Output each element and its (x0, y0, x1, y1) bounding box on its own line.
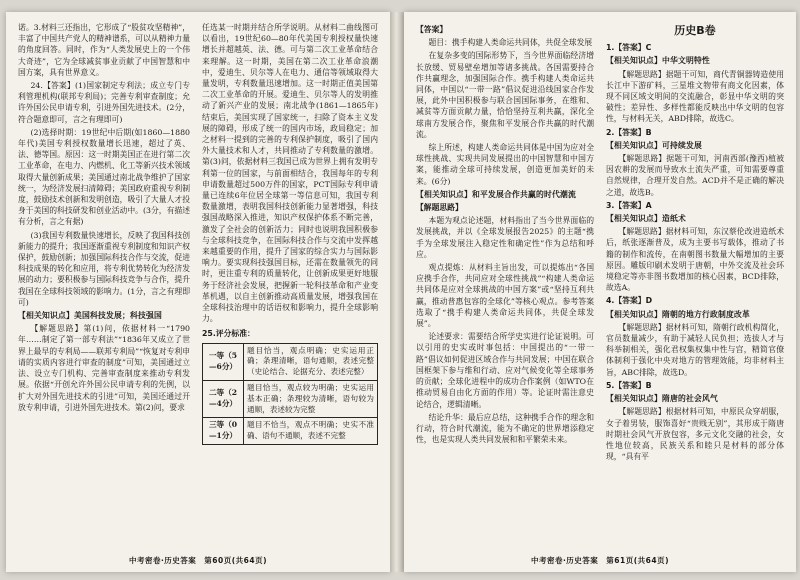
question-answer: 3.【答案】A (606, 200, 652, 210)
left-page (6, 12, 390, 572)
solution-heading: 【解题思路】 (416, 203, 463, 213)
knowledge-point-tag: 【相关知识点】隋唐的社会风气 (606, 394, 718, 404)
knowledge-point-tag: 【相关知识点】美国科技发展；科技强国 (18, 311, 162, 321)
paragraph: 【解题思路】第(1)问，依据材料一“1790年……制定了第一部专利法”“1836年又成立了世界上最早的专利局——联邦专利局”“恢复对专利申请的实质内容进行审查的制度”可知，美国通过立法、设立专门机构、完善审查制度来推动专利发展。依据“开创允许外国公民申请专利的先例，以扩大对外国先进技术的引进”可知，美国还通过开放专利申请，引进外国先进技术。第(2)问，要求 (18, 324, 190, 412)
question-answer: 4.【答案】D (606, 296, 653, 306)
paragraph: 【解题思路】据题干可知，商代青铜器铸造使用长江中下游矿料，三星堆文物带有商文化因素，体现不同区域文明间的交流融合，彰显中华文明的突破性；差异性、多样性都能反映出中华文明的包容性，与材料无关，ABD排除，故选C。 (606, 69, 784, 124)
score-level: 二等（2—4分） (203, 381, 244, 418)
paragraph: 24.【答案】(1)国家制定专利法；成立专门专利管理机构(联邦专利局)；完善专利审查制度；允许外国公民申请专利，引进外国先进技术。(2分，符合题意即可，言之有理即可) (18, 81, 190, 124)
paragraph: 综上所述，构建人类命运共同体是中国为应对全球性挑战、实现共同发展提出的中国智慧和中国方案，能推动全球可持续发展，创造更加美好的未来。(6分) (416, 143, 594, 186)
paragraph: (2)选择时期：19世纪中后期(如1860—1880年代)美国专利授权数量增长迅速，超过了英、法、德等国。原因：这一时期美国正在进行第二次工业革命，在电力、内燃机、化工等新兴技术领域取得大量创新成果；美国通过南北战争维护了国家统一，为经济发展扫清障碍；美国政府重视专利制度，鼓励技术创新和发明创造，吸引了大量人才投身于美国的科技研发和创业活动中。(3分，有描述有分析，言之有据) (18, 127, 190, 227)
table-row (203, 343, 378, 380)
page-footer: 中考密卷·历史答案 第61页(共64页) (530, 556, 670, 565)
book-gutter (390, 12, 404, 572)
paragraph: 结论升华：最后应总结，这种携手合作的理念和行动，符合时代潮流，能为不确定的世界增添稳定性，也是实现人类共同发展和和平繁荣未来。 (416, 412, 594, 445)
question-answer: 2.【答案】B (606, 127, 652, 137)
score-table (202, 343, 378, 445)
right-page (404, 12, 796, 572)
paragraph: 【解题思路】根据材料可知，中原民众穿胡服，女子着男装，服饰喜好“贵贱无别”，其形成于隋唐时期社会风气开放包容，多元文化交融的社会，女性地位较高，民族关系和睦只是材料的部分体现，“具有平 (606, 407, 784, 462)
paragraph: 【解题思路】据材料可知，东汉蔡伦改进造纸术后，纸张逐渐普及，成为主要书写载体，推动了书籍的制作和流传，在南朝图书数量大幅增加的主要原因。雕版印刷术发明于唐朝，中外交流及社会环境稳定等亦非图书数增加的核心因素，BCD排除，故选A。 (606, 227, 784, 293)
table-row (203, 418, 378, 445)
left-column-1 (18, 22, 190, 550)
paragraph: 任选某一时期并结合所学说明。从材料二曲线图可以看出，19世纪60—80年代美国专利授权量快速增长并超越英、法、德。可与第二次工业革命结合来理解。这一时期，美国在第二次工业革命浪潮中，爱迪生、贝尔等人在电力、通信等领域取得大量发明，专利数量迅速增加。这一时期正值美国第二次工业革命的开展。爱迪生、贝尔等人的发明推动了新兴产业的发展；南北战争(1861—1865年)结束后，美国实现了国家统一，扫除了资本主义发展的障碍，形成了统一的国内市场，政局稳定；加之材料一提到的完善的专利保护制度，吸引了国内外大量技术和人才，共同推动了专利数量的激增。第(3)问，依据材料三我国已成为世界上拥有发明专利第一位的国家，与前面相结合，我国每年的专利申请数量超过500万件的国家，PCT国际专利申请量已连续6年位居全球第一等信息可知，我国专利数量激增，表明我国科技创新能力显著增强，科技强国战略深入推进，知识产权保护体系不断完善，激发了全社会的创新活力；同时也说明我国积极参与全球科技竞争，在国际科技合作与交流中发挥越来越重要的作用，提升了国家的综合实力与国际影响力。要实现科技强国目标，还需在数量领先的同时，更注重专利的质量转化，让创新成果更好地服务于经济社会发展，把握新一轮科技革命和产业变革机遇，以自主创新推动高质量发展，增强我国在全球科技治理中的话语权和影响力，提升全球影响力。 (202, 23, 378, 324)
question-answer: 5.【答案】B (606, 380, 652, 390)
right-column-2 (606, 22, 784, 550)
score-level: 三等（0—1分） (203, 418, 244, 445)
paragraph: 论述要求：需要结合所学史实进行论证说明。可以引用的史实或时事包括：中国提出的“一带一路”倡议如何促进区域合作与共同发展；中国在联合国框架下参与维和行动、应对气候变化等全球事务的贡献；全球化进程中的成功合作案例（如WTO在推动贸易自由化方面的作用）等。论证时需注意史论结合，逻辑清晰。 (416, 332, 594, 409)
knowledge-point-tag: 【相关知识点】和平发展合作共赢的时代潮流 (416, 189, 576, 199)
score-standard-label: 25.评分标准： (202, 329, 255, 339)
paragraph: 观点提炼：从材料主旨出发，可以提炼出“各国应携手合作，共同应对全球性挑战”“构建人类命运共同体是应对全球挑战的中国方案”或“坚持互利共赢，推动普惠包容的全球化”等核心观点。参考答案选取了“携手构建人类命运共同体，共促全球发展”。 (416, 263, 594, 329)
section-title: 历史B卷 (674, 24, 716, 37)
paragraph: (3)我国专利数量快速增长，反映了我国科技创新能力的提升；我国逐渐重视专利制度和知识产权保护，鼓励创新；加强国际科技合作与交流，促进科技成果的转化和应用，将专利优势转化为经济发展的动力；要积极参与国际科技竞争与合作，提升我国在全球科技领域的影响力。(1分，言之有理即可) (18, 230, 190, 307)
paragraph: 【解题思路】据题干可知，河南西部(豫西)植被因农耕的发展而导致水土流失严重，可知需要尊重自然规律，合理开发自然。ACD并不是正确的解决之道，故选B。 (606, 154, 784, 197)
paragraph: 在复杂多变的国际形势下，当今世界面临经济增长放缓、贸易壁垒增加等诸多挑战。各国需要持合作共赢理念，加强国际合作。携手构建人类命运共同体，中国以“一带一路”倡议促进沿线国家合作发展，此外中国积极参与联合国国际事务，在维和、减贫等方面贡献力量，恰恰坚持互利共赢，深化全球南方发展合作，聚焦和平发展合作共赢的时代潮流。 (416, 51, 594, 139)
left-column-2 (202, 22, 378, 550)
score-description: 题目不恰当，观点不明确；史实不准确、语句不通顺，表述不完整 (244, 418, 378, 445)
paragraph: 题目：携手构建人类命运共同体，共促全球发展 (428, 38, 593, 48)
knowledge-point-tag: 【相关知识点】中华文明特性 (606, 56, 710, 66)
page-footer: 中考密卷·历史答案 第60页(共64页) (128, 556, 268, 565)
score-level: 一等（5—6分） (203, 343, 244, 380)
right-column-1 (416, 22, 594, 550)
question-answer: 1.【答案】C (606, 43, 652, 53)
paragraph: 本题为观点论述题，材料指出了当今世界面临的发展挑战，并以《全球发展报告2025》的主题“携手为全球发展注入稳定性和确定性”作为总结和呼应。 (416, 216, 594, 259)
table-row (203, 381, 378, 418)
knowledge-point-tag: 【相关知识点】可持续发展 (606, 140, 702, 150)
knowledge-point-tag: 【相关知识点】造纸术 (606, 214, 686, 224)
score-description: 题目恰当，观点较为明确；史实运用基本正确；条理较为清晰，语句较为通顺，表述较为完整 (244, 381, 378, 418)
paragraph: 诺。3.材料三还指出，它形成了“股贫攻坚精神”，丰富了中国共产党人的精神谱系，可以从精神力量的角度回答。同时，作为“人类发展史上的一个伟大奇迹”，它为全球减贫事业贡献了中国智慧和中国方案，具有世界意义。 (18, 23, 190, 77)
score-description: 题目恰当，观点明确；史实运用正确；条理清晰，语句通顺，表述完整（史论结合、论据充分、表述完整） (244, 343, 378, 380)
paragraph: 【解题思路】据材料可知，隋朝行政机构简化，官员数量减少，有助于减轻人民负担；选拔人才与科举制相关，强化君权集权集中性与宫，精简官僚体制利于强化中央对地方的管理效能，均非材料主旨，ABC排除，故选D。 (606, 322, 784, 377)
knowledge-point-tag: 【相关知识点】隋朝的地方行政制度改革 (606, 309, 750, 319)
answer-heading: 【答案】 (416, 25, 448, 34)
